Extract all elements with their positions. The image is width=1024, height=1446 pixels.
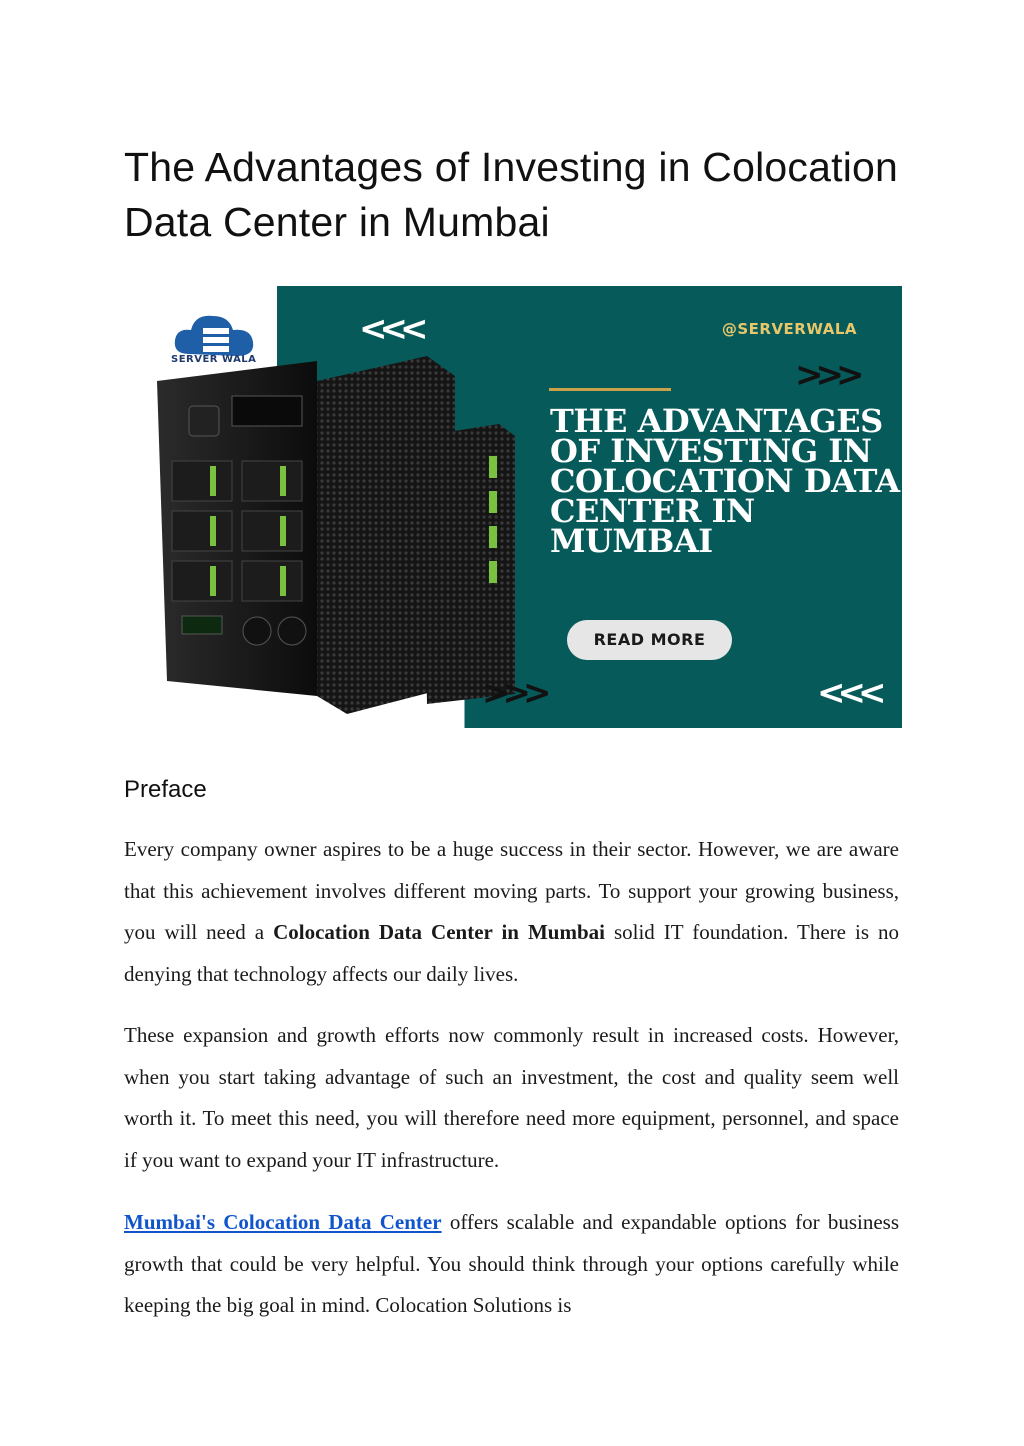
paragraph xyxy=(124,829,899,995)
banner-heading: THE ADVANTAGES OF INVESTING IN COLOCATION DATA CENTER IN MUMBAI xyxy=(550,402,900,560)
chevron-right-icon: >>> xyxy=(482,673,544,713)
document-title: The Advantages of Investing in Colocation Data Center in Mumbai xyxy=(124,144,899,245)
colocation-link[interactable]: Mumbai's Colocation Data Center xyxy=(124,1210,442,1234)
gold-divider xyxy=(549,388,671,391)
paragraph xyxy=(124,1202,899,1327)
chevron-right-icon: >>> xyxy=(795,355,857,395)
section-heading: Preface xyxy=(124,776,207,803)
main-tower-mesh xyxy=(317,356,455,714)
chevron-left-icon: <<< xyxy=(359,309,421,349)
paragraph-text: solid IT foundation. There is no denying that technology affects our daily lives. xyxy=(124,920,899,986)
paragraph-text: offers scalable and expandable options for business growth that could be very helpful. You should think through your options carefully while keeping the big goal in mind. Colocation Solutions is xyxy=(124,1210,899,1317)
social-handle: @SERVERWALA xyxy=(721,320,857,338)
chevron-left-icon: <<< xyxy=(817,673,879,713)
bold-phrase: Colocation Data Center in Mumbai xyxy=(273,920,605,944)
logo-text: SERVER WALA xyxy=(171,354,257,365)
document-page xyxy=(124,140,900,1317)
banner-image xyxy=(127,286,902,728)
read-more-button[interactable]: READ MORE xyxy=(567,620,732,660)
paragraph-text: Every company owner aspires to be a huge success in their sector. However, we are aware that this achievement involves different moving parts. To support your growing business, you will need a xyxy=(124,837,899,944)
paragraph: These expansion and growth efforts now commonly result in increased costs. However, when you start taking advantage of such an investment, the cost and quality seem well worth it. To meet this need, you will therefore need more equipment, personnel, and space if you want to expand your IT infrastructure. xyxy=(124,1023,899,1172)
